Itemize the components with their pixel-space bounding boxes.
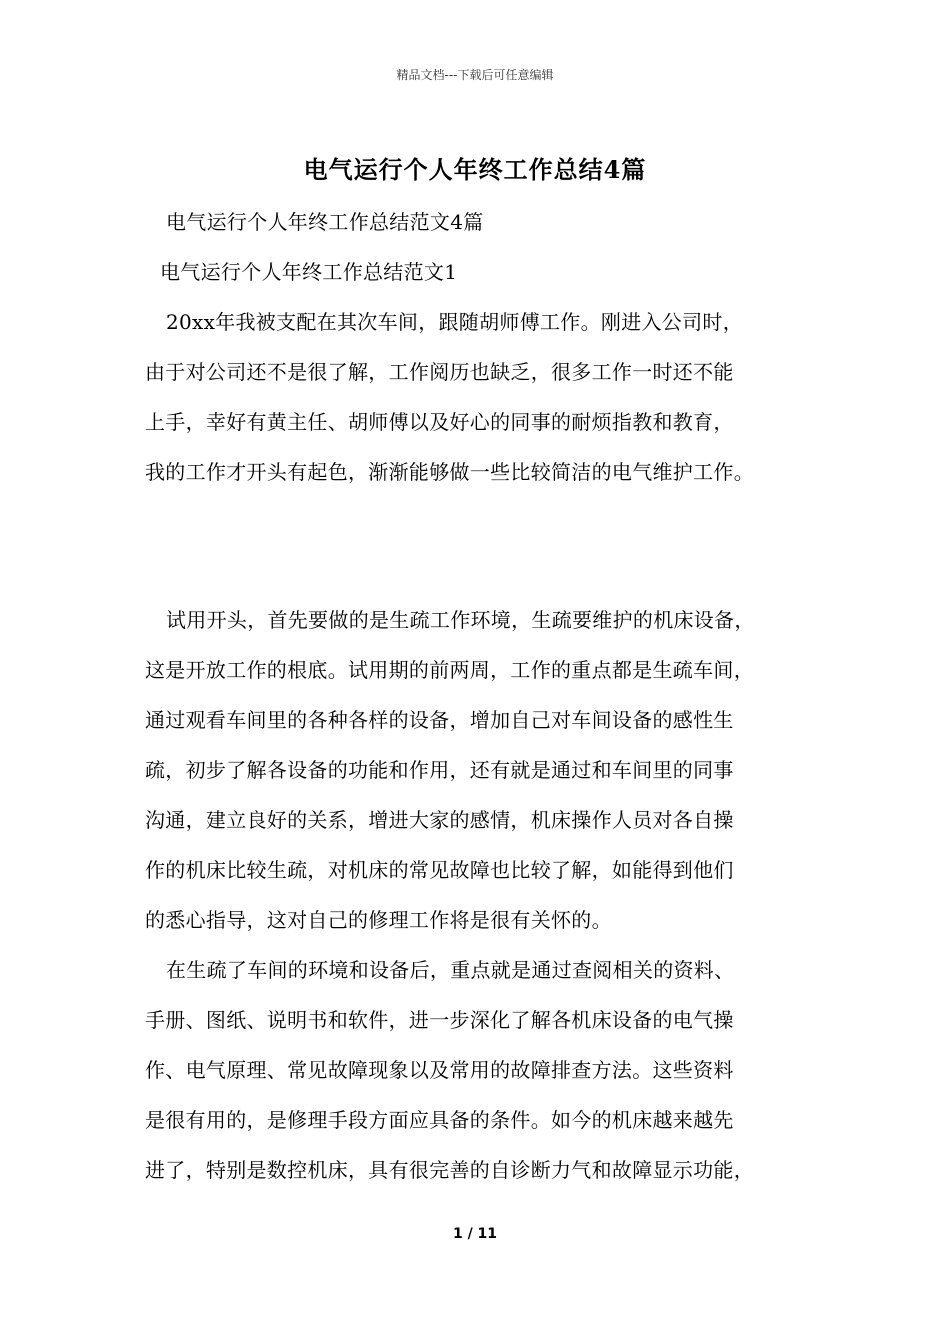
header-note: 精品文档---下载后可任意编辑	[396, 68, 554, 82]
paragraph-line: 我的工作才开头有起色，渐渐能够做一些比较简洁的电气维护工作。	[145, 460, 754, 484]
paragraph-line: 进了，特别是数控机床，具有很完善的自诊断力气和故障显示功能，	[145, 1158, 754, 1182]
paragraph-line: 试用开头，首先要做的是生疏工作环境，生疏要维护的机床设备，	[166, 608, 755, 632]
paragraph-line: 是很有用的，是修理手段方面应具备的条件。如今的机床越来越先	[145, 1108, 734, 1132]
paragraph-line: 由于对公司还不是很了解，工作阅历也缺乏，很多工作一时还不能	[145, 360, 734, 384]
paragraph-line: 20xx年我被支配在其次车间，跟随胡师傅工作。刚进入公司时，	[166, 310, 744, 334]
paragraph-line: 这是开放工作的根底。试用期的前两周，工作的重点都是生疏车间，	[145, 658, 754, 682]
document-title: 电气运行个人年终工作总结4篇	[303, 155, 647, 184]
document-subtitle: 电气运行个人年终工作总结范文4篇	[166, 210, 484, 234]
page-number: 1 / 11	[452, 1226, 498, 1242]
paragraph-line: 的悉心指导，这对自己的修理工作将是很有关怀的。	[145, 908, 612, 932]
paragraph-line: 作、电气原理、常见故障现象以及常用的故障排查方法。这些资料	[145, 1058, 734, 1082]
paragraph-line: 疏，初步了解各设备的功能和作用，还有就是通过和车间里的同事	[145, 758, 734, 782]
section-heading: 电气运行个人年终工作总结范文1	[160, 260, 458, 284]
paragraph-line: 沟通，建立良好的关系，增进大家的感情，机床操作人员对各自操	[145, 808, 734, 832]
paragraph-line: 通过观看车间里的各种各样的设备，增加自己对车间设备的感性生	[145, 708, 734, 732]
paragraph-line: 在生疏了车间的环境和设备后，重点就是通过查阅相关的资料、	[166, 958, 735, 982]
paragraph-line: 作的机床比较生疏，对机床的常见故障也比较了解，如能得到他们	[145, 858, 734, 882]
paragraph-line: 手册、图纸、说明书和软件，进一步深化了解各机床设备的电气操	[145, 1008, 734, 1032]
paragraph-line: 上手，幸好有黄主任、胡师傅以及好心的同事的耐烦指教和教育，	[145, 410, 734, 434]
